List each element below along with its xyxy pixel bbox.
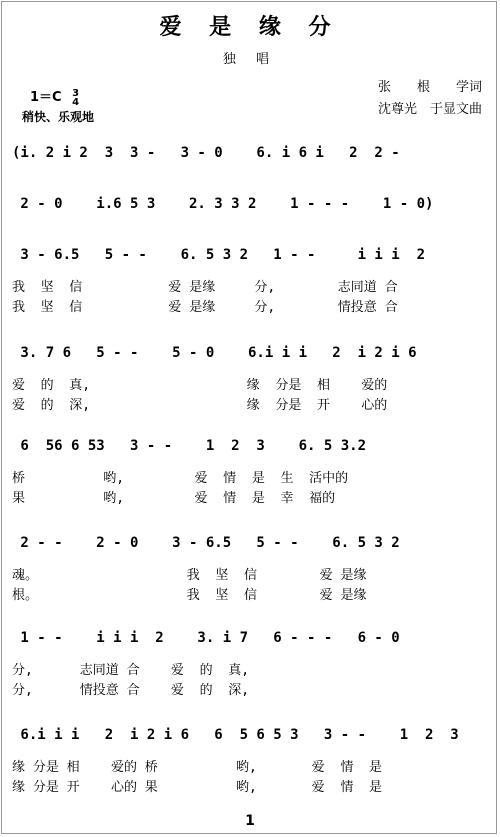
time-signature	[72, 89, 79, 107]
composer-credit: 沈尊光 于显文曲	[377, 102, 482, 117]
tempo-marking: 稍快、乐观地	[22, 110, 95, 124]
song-subtitle: 独 唱	[222, 52, 278, 67]
notation-line: 6.i i i 2 i 2 i 6 6 5 6 5 3 3 - - 1 2 3	[12, 727, 459, 743]
song-title: 爱 是 缘 分	[159, 14, 341, 40]
lyric-line-1: 分, 志同道 合 爱 的 真,	[12, 663, 250, 678]
time-bottom: 4	[72, 96, 80, 108]
lyric-line-1: 我 坚 信 爱 是缘 分, 志同道 合	[12, 280, 398, 295]
page-frame	[1, 1, 497, 834]
key-label: 1＝C	[30, 90, 62, 105]
lyric-line-2: 爱 的 深, 缘 分是 开 心的	[12, 398, 388, 413]
notation-line: (i. 2 i 2 3 3 - 3 - 0 6. i 6 i 2 2 -	[12, 145, 400, 161]
notation-line: 6 56 6 53 3 - - 1 2 3 6. 5 3.2	[12, 438, 367, 454]
lyric-line-1: 魂。 我 坚 信 爱 是缘	[12, 568, 367, 583]
lyric-line-2: 果 哟, 爱 情 是 幸 福的	[12, 491, 336, 506]
key-signature	[30, 86, 79, 107]
notation-line: 2 - - 2 - 0 3 - 6.5 5 - - 6. 5 3 2	[12, 535, 400, 551]
lyric-line-1: 爱 的 真, 缘 分是 相 爱的	[12, 378, 388, 393]
notation-line: 1 - - i i i 2 3. i 7 6 - - - 6 - 0	[12, 630, 400, 646]
lyric-line-1: 缘 分是 相 爱的 桥 哟, 爱 情 是	[12, 760, 382, 775]
lyricist-credit: 张 根 学词	[377, 80, 482, 95]
time-top: 3	[72, 87, 80, 99]
page-number: 1	[245, 813, 255, 829]
lyric-line-2: 根。 我 坚 信 爱 是缘	[12, 588, 367, 603]
notation-line: 2 - 0 i.6 5 3 2. 3 3 2 1 - - - 1 - 0)	[12, 196, 434, 212]
lyric-line-2: 缘 分是 开 心的 果 哟, 爱 情 是	[12, 780, 382, 795]
lyric-line-2: 分, 情投意 合 爱 的 深,	[12, 683, 250, 698]
notation-line: 3 - 6.5 5 - - 6. 5 3 2 1 - - i i i 2	[12, 247, 426, 263]
lyric-line-1: 桥 哟, 爱 情 是 生 活中的	[12, 471, 349, 486]
notation-line: 3. 7 6 5 - - 5 - 0 6.i i i 2 i 2 i 6	[12, 345, 417, 361]
lyric-line-2: 我 坚 信 爱 是缘 分, 情投意 合	[12, 300, 398, 315]
